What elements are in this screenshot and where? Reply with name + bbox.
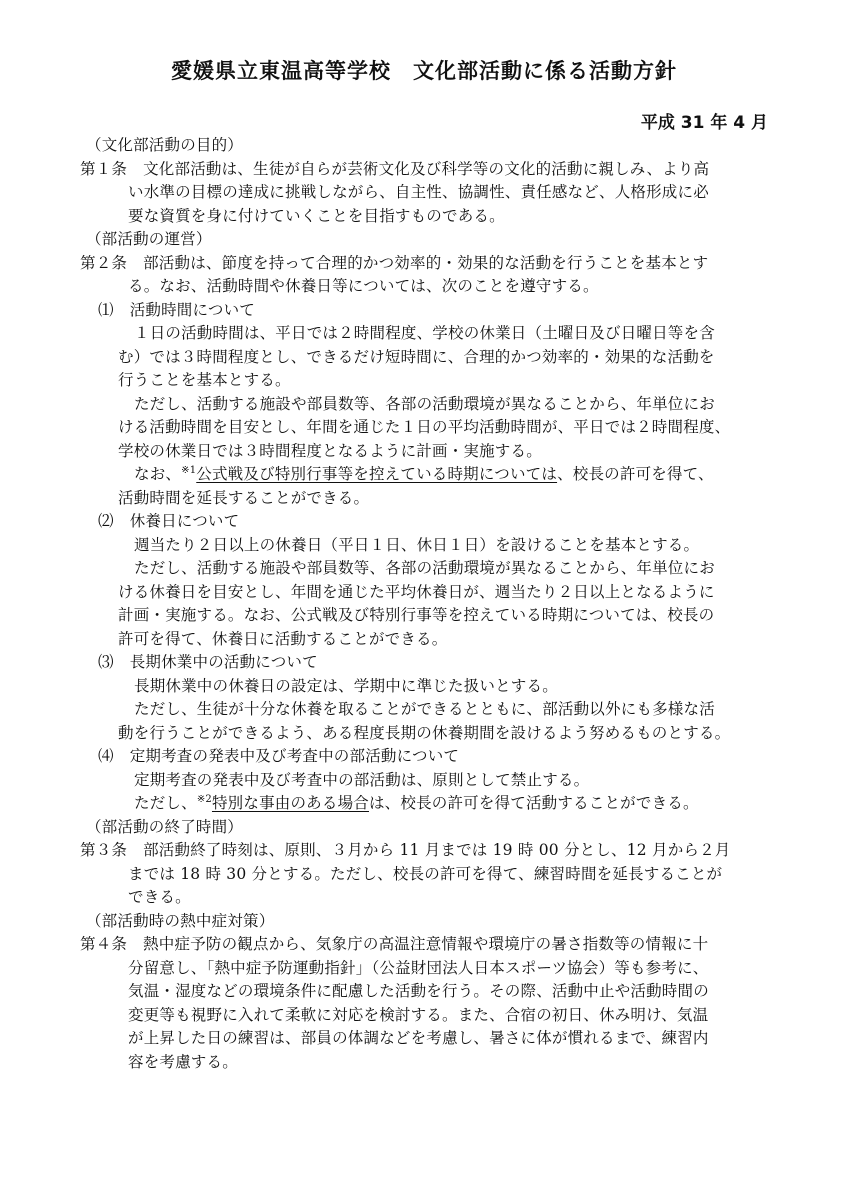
line-text: が上昇した日の練習は、部員の体調などを考慮し、暑さに体が慣れるまで、練習内	[128, 1029, 709, 1047]
text-line	[80, 581, 780, 605]
text-line	[80, 534, 780, 558]
text-line	[80, 604, 780, 628]
text-line	[80, 980, 780, 1004]
text-line	[80, 205, 780, 229]
article-line	[80, 839, 780, 863]
text-line	[80, 557, 780, 581]
line-text: 変更等も視野に入れて柔軟に対応を検討する。また、合宿の初日、休み明け、気温	[128, 1005, 709, 1024]
footnote-marker: ※1	[181, 465, 197, 476]
article-line	[80, 745, 780, 769]
text-line	[80, 792, 780, 816]
article-line	[80, 510, 780, 534]
text-line	[80, 628, 780, 652]
text-line	[80, 463, 780, 487]
article-number: ⑷	[98, 747, 114, 765]
text-line	[80, 863, 780, 887]
underlined-text: 特別な事由のある場合	[211, 794, 369, 812]
article-number: ⑶	[98, 653, 114, 671]
line-text: までは 18 時 30 分とする。ただし、校長の許可を得て、練習時間を延長することが	[128, 864, 723, 883]
article-number: 第４条	[80, 935, 128, 953]
line-text: 定期考査の発表中及び考査中の部活動について	[129, 747, 460, 765]
line-text: ける休養日を目安とし、年間を通じた平均休養日が、週当たり２日以上となるように	[118, 582, 715, 601]
line-text: む）では３時間程度とし、できるだけ短時間に、合理的かつ効率的・効果的な活動を	[118, 347, 715, 366]
text-line	[80, 886, 780, 910]
article-line	[80, 252, 780, 276]
text-line	[80, 393, 780, 417]
line-text: （文化部活動の目的）	[86, 136, 244, 154]
article-number: 第３条	[80, 841, 128, 859]
article-number: 第２条	[80, 253, 128, 272]
line-text: （部活動の終了時間）	[86, 817, 244, 836]
text-line	[80, 910, 780, 934]
text-line	[80, 769, 780, 793]
article-number: 第１条	[80, 159, 128, 178]
text-line	[80, 346, 780, 370]
line-text: 部活動は、節度を持って合理的かつ効率的・効果的な活動を行うことを基本とす	[143, 253, 709, 272]
line-text: 文化部活動は、生徒が自らが芸術文化及び科学等の文化的活動に親しみ、より高	[143, 159, 710, 178]
text-line	[80, 1027, 780, 1051]
line-text: 分留意し、「熱中症予防運動指針」（公益財団法人日本スポーツ協会）等も参考に、	[128, 958, 709, 977]
line-text: ただし、生徒が十分な休養を取ることができるとともに、部活動以外にも多様な活	[134, 700, 715, 718]
article-line	[80, 158, 780, 182]
document-date: 平成 31 年 4 月	[640, 113, 768, 133]
line-text: 熱中症予防の観点から、気象庁の高温注意情報や環境庁の暑さ指数等の情報に十	[143, 935, 709, 953]
line-text-tail: は、校長の許可を得て活動することができる。	[368, 794, 699, 812]
line-text: 長期休業中の休養日の設定は、学期中に準じた扱いとする。	[134, 676, 558, 695]
line-text: い水準の目標の達成に挑戦しながら、自主性、協調性、責任感など、人格形成に必	[128, 183, 709, 201]
text-line	[80, 816, 780, 840]
article-line	[80, 933, 780, 957]
line-text-tail: 、校長の許可を得て、	[557, 465, 714, 483]
line-text: （部活動時の熱中症対策）	[86, 911, 275, 930]
line-text: 学校の休業日では３時間程度となるように計画・実施する。	[118, 441, 542, 460]
line-text: ただし、活動する施設や部員数等、各部の活動環境が異なることから、年単位にお	[134, 394, 715, 413]
text-line	[80, 957, 780, 981]
text-line	[80, 675, 780, 699]
text-line	[80, 369, 780, 393]
underlined-text: 公式戦及び特別行事等を控えている時期については	[196, 465, 558, 483]
line-text: る。なお、活動時間や休養日等については、次のことを遵守する。	[128, 277, 599, 295]
line-text: 活動時間を延長することができる。	[118, 488, 370, 507]
text-line	[80, 275, 780, 299]
text-line	[80, 487, 780, 511]
line-text: ただし、	[134, 794, 197, 812]
line-text: 長期休業中の活動について	[129, 653, 318, 671]
text-line	[80, 698, 780, 722]
line-text: 計画・実施する。なお、公式戦及び特別行事等を控えている時期については、校長の	[118, 606, 715, 624]
text-line	[80, 722, 780, 746]
line-text: ける活動時間を目安とし、年間を通じた１日の平均活動時間が、平日では２時間程度、	[118, 418, 731, 436]
article-number: ⑵	[98, 512, 114, 530]
line-text: 気温・湿度などの環境条件に配慮した活動を行う。その際、活動中止や活動時間の	[128, 982, 709, 1000]
line-text: ただし、活動する施設や部員数等、各部の活動環境が異なることから、年単位にお	[134, 559, 715, 577]
line-text: 定期考査の発表中及び考査中の部活動は、原則として禁止する。	[134, 770, 590, 789]
article-line	[80, 299, 780, 323]
document-body	[80, 134, 780, 1074]
line-text: 休養日について	[129, 512, 240, 530]
article-number: ⑴	[98, 300, 114, 319]
line-text: １日の活動時間は、平日では２時間程度、学校の休業日（土曜日及び日曜日等を含	[134, 324, 715, 342]
text-line	[80, 228, 780, 252]
text-line	[80, 134, 780, 158]
line-text: 活動時間について	[129, 300, 255, 319]
text-line	[80, 440, 780, 464]
line-text: 要な資質を身に付けていくことを目指すものである。	[128, 206, 505, 225]
text-line	[80, 322, 780, 346]
footnote-marker: ※2	[196, 794, 212, 805]
text-line	[80, 1004, 780, 1028]
line-text: できる。	[128, 888, 191, 906]
text-line	[80, 416, 780, 440]
line-text: 週当たり２日以上の休養日（平日１日、休日１日）を設けることを基本とする。	[134, 535, 700, 554]
line-text: なお、	[134, 465, 182, 483]
line-text: 動を行うことができるよう、ある程度長期の休養期間を設けるよう努めるものとする。	[118, 723, 731, 742]
text-line	[80, 1051, 780, 1075]
text-line	[80, 181, 780, 205]
line-text: 容を考慮する。	[128, 1052, 238, 1071]
article-line	[80, 651, 780, 675]
line-text: 行うことを基本とする。	[118, 371, 291, 389]
page-title: 愛媛県立東温高等学校 文化部活動に係る活動方針	[171, 59, 677, 83]
line-text: 部活動終了時刻は、原則、３月から 11 月までは 19 時 00 分とし、12 月から２月	[143, 841, 731, 859]
line-text: （部活動の運営）	[86, 230, 212, 248]
line-text: 許可を得て、休養日に活動することができる。	[118, 629, 448, 648]
